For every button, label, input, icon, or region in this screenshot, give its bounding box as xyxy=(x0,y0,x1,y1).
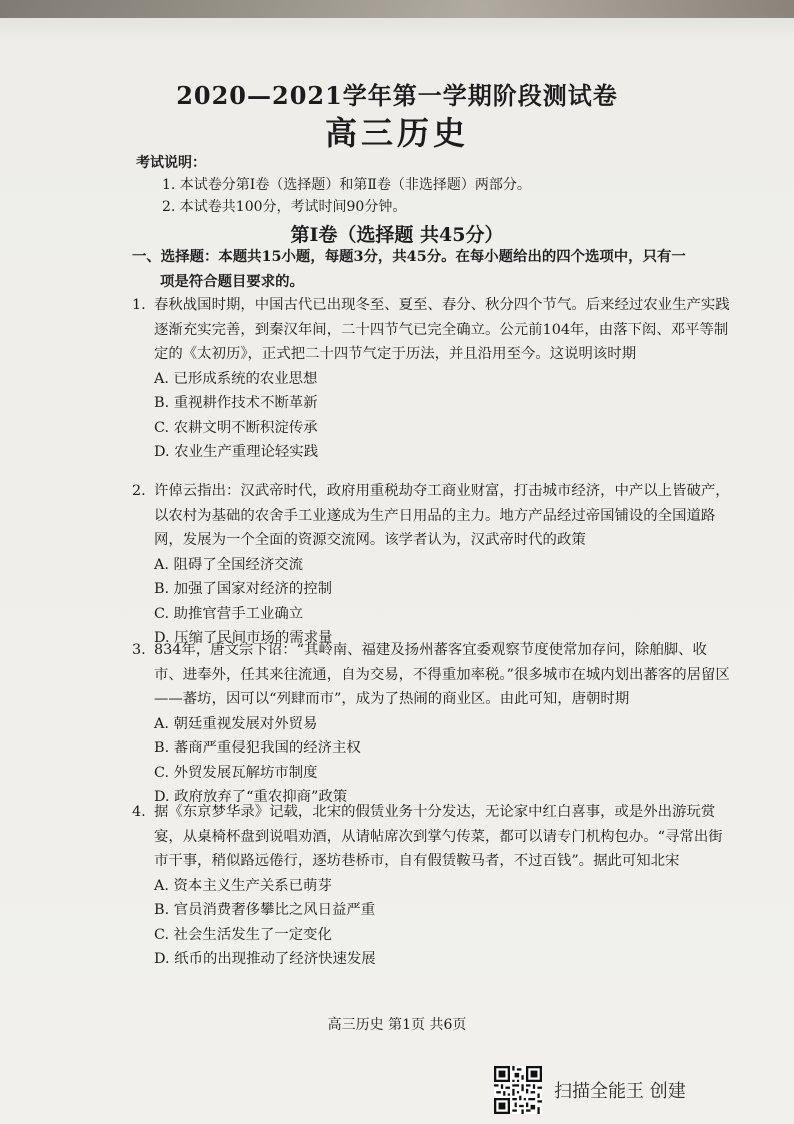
scan-edge-shadow xyxy=(0,0,794,18)
section-intro-line: 项是符合题目要求的。 xyxy=(160,273,304,290)
qr-code-icon xyxy=(494,1066,542,1114)
option-a: A. 朝廷重视发展对外贸易 xyxy=(154,715,318,732)
question-stem xyxy=(132,479,732,553)
option-d: D. 农业生产重理论轻实践 xyxy=(154,444,319,460)
exam-subject: 高三历史 xyxy=(324,114,469,152)
question-stem xyxy=(132,638,732,712)
question-number: 2. xyxy=(132,483,146,499)
option-d: D. 纸币的出现推动了经济快速发展 xyxy=(154,951,376,967)
question-number: 1. xyxy=(132,297,146,313)
option-c: C. 助推官营手工业确立 xyxy=(154,605,304,622)
question-4 xyxy=(132,800,732,972)
question-3 xyxy=(132,638,732,810)
note-item: 1. 本试卷分第Ⅰ卷（选择题）和第Ⅱ卷（非选择题）两部分。 xyxy=(162,177,531,193)
option-d: D. 政府放弃了“重农抑商”政策 xyxy=(154,789,348,805)
question-number: 4. xyxy=(132,804,146,820)
option-b: B. 重视耕作技术不断革新 xyxy=(154,395,318,411)
question-text: 许倬云指出：汉武帝时代，政府用重税劫夺工商业财富，打击城市经济，中产以上皆破产，以农村为基础的农舍手工业遂成为生产日用品的主力。地方产品经过帝国铺设的全国道路网，发展为一个全面的资源交流网。该学者认为，汉武帝时代的政策 xyxy=(154,483,730,548)
section-title: 第Ⅰ卷（选择题 共45分） xyxy=(290,224,504,246)
section-intro-line: 一、选择题：本题共15小题，每题3分，共45分。在每小题给出的四个选项中，只有一 xyxy=(132,248,686,265)
option-a: A. 已形成系统的农业思想 xyxy=(154,370,318,387)
question-text: 春秋战国时期，中国古代已出现冬至、夏至、春分、秋分四个节气。后来经过农业生产实践逐渐充实完善，到秦汉年间，二十四节气已完全确立。公元前104年，由落下闳、邓平等制定的《太初历》，正式把二十四节气定于历法，并且沿用至今。这说明该时期 xyxy=(154,297,730,362)
section-intro xyxy=(132,244,732,294)
question-number: 3. xyxy=(132,642,146,658)
option-c: C. 农耕文明不断积淀传承 xyxy=(154,419,318,436)
option-d: D. 压缩了民间市场的需求量 xyxy=(154,630,333,646)
option-c: C. 外贸发展瓦解坊市制度 xyxy=(154,764,318,781)
exam-title: 2020—2021学年第一学期阶段测试卷 xyxy=(176,81,618,110)
option-a: A. 阻碍了全国经济交流 xyxy=(154,556,304,573)
page-footer: 高三历史 第1页 共6页 xyxy=(327,1017,467,1033)
question-text: 据《东京梦华录》记载，北宋的假赁业务十分发达，无论家中红白喜事，或是外出游玩赏宴，从桌椅杯盘到说唱劝酒，从请帖席次到掌勺传菜，都可以请专门机构包办。“寻常出街市干事，稍似路远倦行，逐坊巷桥市，自有假赁鞍马者，不过百钱”。据此可知北宋 xyxy=(154,804,723,869)
option-c: C. 社会生活发生了一定变化 xyxy=(154,926,332,943)
question-2 xyxy=(132,479,732,651)
option-b: B. 蕃商严重侵犯我国的经济主权 xyxy=(154,740,361,756)
notes-heading: 考试说明： xyxy=(136,155,206,171)
option-a: A. 资本主义生产关系已萌芽 xyxy=(154,877,332,894)
question-1 xyxy=(132,293,732,465)
option-b: B. 官员消费奢侈攀比之风日益严重 xyxy=(154,902,376,918)
question-text: 834年，唐文宗下诏：“其岭南、福建及扬州蕃客宜委观察节度使常加存问，除舶脚、收市、进奉外，任其来往流通，自为交易，不得重加率税。”很多城市在城内划出蕃客的居留区——蕃坊，因可以“列肆而市”，成为了热闹的商业区。由此可知，唐朝时期 xyxy=(154,642,730,707)
option-b: B. 加强了国家对经济的控制 xyxy=(154,581,333,597)
scanner-watermark: 扫描全能王 创建 xyxy=(554,1081,686,1102)
note-item: 2. 本试卷共100分，考试时间90分钟。 xyxy=(162,199,407,215)
question-stem xyxy=(132,293,732,367)
question-stem xyxy=(132,800,732,874)
